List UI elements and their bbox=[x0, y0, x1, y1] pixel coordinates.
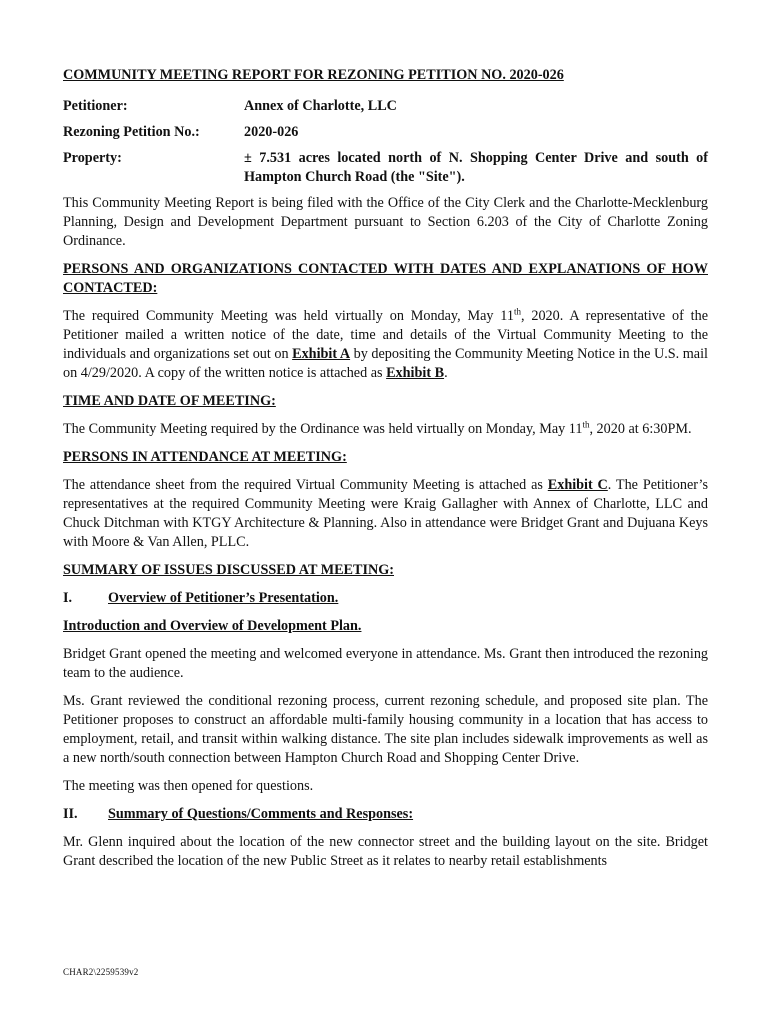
petition-number-row bbox=[63, 123, 708, 142]
section-two-label: Summary of Questions/Comments and Responses: bbox=[108, 806, 414, 822]
petition-number-label: Rezoning Petition No.: bbox=[63, 124, 200, 140]
petition-number-value: 2020-026 bbox=[244, 124, 299, 140]
property-row bbox=[63, 149, 708, 187]
summary-paragraph-3: The meeting was then opened for questions. bbox=[63, 778, 314, 794]
attendance-paragraph: The attendance sheet from the required Virtual Community Meeting is attached as Exhibit C. The Petitioner’s representatives at the required Community Meeting were Kraig Gallagher with Annex of Charlotte, LLC and Chuck Ditchman with KTGY Architecture & Planning. Also in attendance were Bridget Grant and Dujuana Keys with Moore & Van Allen, PLLC. bbox=[63, 477, 708, 550]
petitioner-row bbox=[63, 97, 708, 116]
time-date-paragraph: The Community Meeting required by the Ordinance was held virtually on Monday, May 11th, 2020 at 6:30PM. bbox=[63, 419, 692, 437]
property-label: Property: bbox=[63, 150, 122, 166]
section-one-heading bbox=[63, 589, 708, 608]
section-two-heading bbox=[63, 805, 708, 824]
persons-contacted-paragraph: The required Community Meeting was held virtually on Monday, May 11th, 2020. A representative of the Petitioner mailed a written notice of the date, time and details of the Virtual Community Meeting to the individuals and organizations set out on Exhibit A by depositing the Community Meeting Notice in the U.S. mail on 4/29/2020. A copy of the written notice is attached as Exhibit B. bbox=[63, 306, 708, 381]
summary-paragraph-2: Ms. Grant reviewed the conditional rezoning process, current rezoning schedule, and proposed site plan. The Petitioner proposes to construct an affordable multi-family housing community in a location that has access to employment, retail, and transit within walking distance. The site plan includes sidewalk improvements as well as a new north/south connection between Hampton Church Road and Shopping Center Drive. bbox=[63, 693, 708, 766]
report-title: COMMUNITY MEETING REPORT FOR REZONING PETITION NO. 2020-026 bbox=[63, 67, 564, 83]
exhibit-c-reference: Exhibit C bbox=[547, 477, 608, 493]
summary-paragraph-1: Bridget Grant opened the meeting and welcomed everyone in attendance. Ms. Grant then introduced the rezoning team to the audience. bbox=[63, 646, 708, 681]
document-body bbox=[63, 66, 708, 871]
section-one-label: Overview of Petitioner’s Presentation. bbox=[108, 590, 339, 606]
exhibit-b-reference: Exhibit B bbox=[386, 365, 445, 381]
attendance-heading: PERSONS IN ATTENDANCE AT MEETING: bbox=[63, 449, 347, 465]
document-footer-id: CHAR2\2259539v2 bbox=[63, 967, 139, 977]
introduction-subheading: Introduction and Overview of Development Plan. bbox=[63, 618, 362, 634]
section-two-number: II. bbox=[63, 806, 78, 822]
summary-heading: SUMMARY OF ISSUES DISCUSSED AT MEETING: bbox=[63, 562, 394, 578]
persons-contacted-heading: PERSONS AND ORGANIZATIONS CONTACTED WITH DATES AND EXPLANATIONS OF HOW CONTACTED: bbox=[63, 261, 708, 296]
petitioner-label: Petitioner: bbox=[63, 98, 128, 114]
petitioner-value: Annex of Charlotte, LLC bbox=[244, 98, 397, 114]
section-one-number: I. bbox=[63, 590, 73, 606]
summary-paragraph-4: Mr. Glenn inquired about the location of the new connector street and the building layout on the site. Bridget Grant described the location of the new Public Street as it relates to nearby retail establishments bbox=[63, 834, 708, 869]
property-value: ± 7.531 acres located north of N. Shopping Center Drive and south of Hampton Church Road (the "Site"). bbox=[244, 150, 708, 185]
exhibit-a-reference: Exhibit A bbox=[292, 346, 351, 362]
intro-paragraph: This Community Meeting Report is being filed with the Office of the City Clerk and the Charlotte-Mecklenburg Planning, Design and Development Department pursuant to Section 6.203 of the City of Charlotte Zoning Ordinance. bbox=[63, 195, 708, 249]
time-date-heading: TIME AND DATE OF MEETING: bbox=[63, 393, 276, 409]
